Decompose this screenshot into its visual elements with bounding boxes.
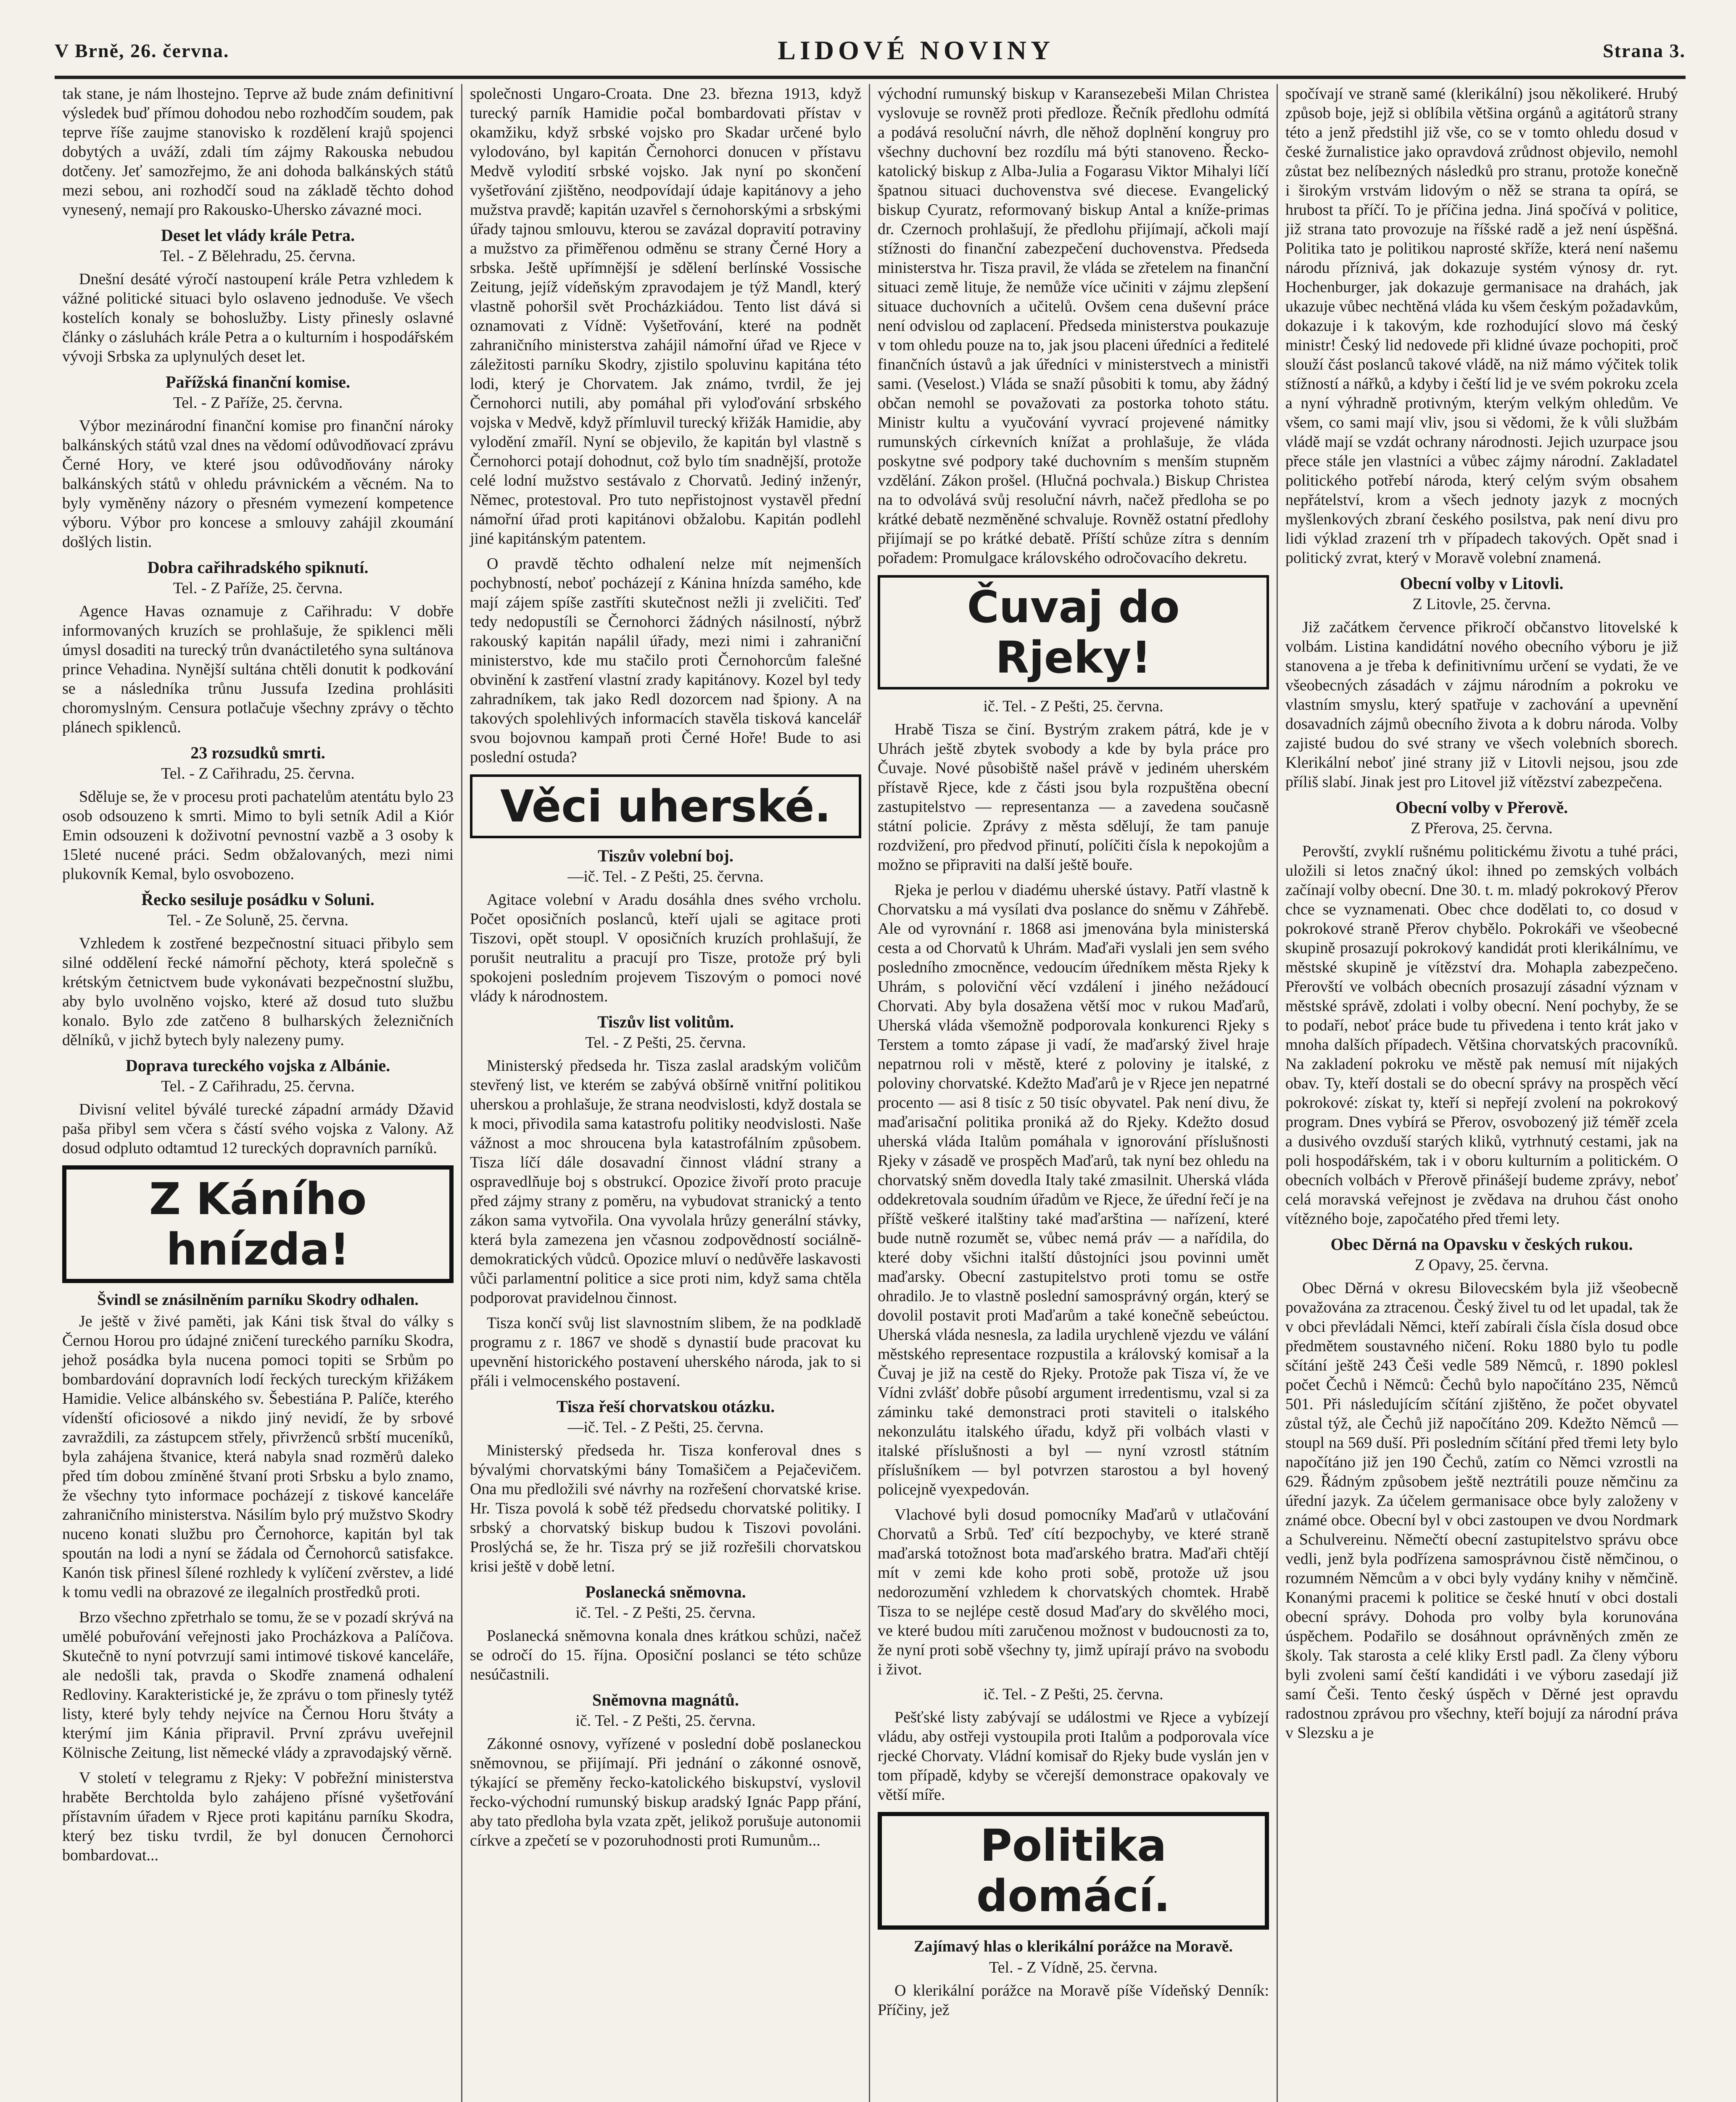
article-text: Sděluje se, že v procesu proti pachatelům atentátu bylo 23 osob odsouzeno k smrti. Mimo to byli setník Adil a Kiór Emin odsouzeni k doživotní pevnostní vazbě a 3 osoby k 15leté nucené práci. Sedm obžalovaných, mezi nimi plukovník Kemal, bylo osvobozeno. [62,788,454,883]
column-1 [55,84,462,2102]
article-text: Perovští, zvyklí rušnému politickému životu a tuhé práci, uložili si letos značný úkol: ihned po zemských volbách začínají volby obecní. Dne 30. t. m. mladý pokrokový Přerov chce se vyznamenati. Obec chce dodělati to, co dosud v pokrokové straně Přerov chybělo. Pokrokáři ve všeobecné skupině prosazují pokrokový kandidát proti klerikálnímu, ve městské skupině je vítězství dra. Mohapla zabezpečeno. Přerovští ve volbách obecních prosazují zásadní význam v městské správě, zdolati i volby obecní. Není pochyby, že se to podaří, neboť práce bude tu přivedena i tento krát jako v mnoha dalších případech. Většina chorvatských pracovníků. Na zakladení pokroku ve městě pak nemusí mít nijakých obav. Ty, kteří dostali se do obecní správy na prospěch věcí pokrokové: získat ty, kteří si nepřejí zvolení na pokrokový program. Dnes vybírá se Přerov, osvobozený již téměř zcela a dusivého ovzduší starých kliků, vytrhnutý cestami, jak na poli hospodářském, tak i v oboru kulturním a politickém. O obecních volbách v Přerově přinášejí budeme zprávy, neboť celá moravská veřejnost je zvědava na druhou část onoho vítězného boje, započatého před třemi lety. [1285,842,1678,1228]
article-text: O klerikální porážce na Moravě píše Vídeňský Denník: Příčiny, jež [878,1982,1269,2019]
dateline: ič. Tel. - Z Pešti, 25. června. [983,1685,1163,1703]
headline: Tisza řeší chorvatskou otázku. [556,1397,775,1416]
column-2 [462,84,870,2102]
dateline: Tel. - Z Cařihradu, 25. června. [161,1077,355,1095]
headline: Obecní volby v Litovli. [1400,574,1564,593]
column-3 [870,84,1278,2102]
subheadline: Zajímavý hlas o klerikální porážce na Moravě. [914,1938,1233,1955]
dateline: Tel. - Z Paříže, 25. června. [173,394,343,412]
article-text: Výbor mezinárodní finanční komise pro finanční nároky balkánských států vzal dnes na vědomí odůvodňovací zprávu Černé Hory, ve které jsou odůvodňovány nároky balkánských států v ohledu právnickém a věcném. Na to byly vyměněny názory o přesném vymezení kompetence výboru. Výbor pro koncese a smlouvy zahájil zkoumání došlých listin. [62,417,454,551]
article-text: Agence Havas oznamuje z Cařihradu: V dobře informovaných kruzích se prohlašuje, že spiklenci měli úmysl dosaditi na turecký trůn dvanáctiletého syna sultánova prince Vehadina. Nynější sultána chtěli donutit k podkování se a následníka trůnu Jussufa Izedina prohlásiti choromyslným. Censura potlačuje všechny zprávy o těchto plánech spiklenců. [62,602,454,736]
dateline: Tel. - Z Bělehradu, 25. června. [160,247,356,265]
article-text: Rjeka je perlou v diadému uherské ústavy. Patří vlastně k Chorvatsku a má vysílati dva poslance do sněmu v Záhřebě. Ale od vyrovnání r. 1868 asi jmenována byla ministerská cesta a od Chorvatů k Uhrám. Maďaři vyslali jen sem svého posledního zmocněnce, vedoucím úředníkem města Rjeky k Uhrám, s poloviční věcí vzdálení i jiného nežádoucí Chorvati. Aby byla dosažena větší moc v rukou Maďarů, Uherská vláda všemožně podporovala konkurenci Rjeky s Terstem a tomto zápase ji vadí, že maďarský živel hraje nepatrnou roli v městě, které z poloviny je italské, z poloviny chorvatské. Kdežto Maďarů je v Rjece jen nepatrné procento — asi 8 tisíc z 50 tisíc obyvatel. Pak není divu, že maďarisační politika proniká až do Rjeky. Kdežto dosud uherská vláda Italům pomáhala v ignorování příslušnosti Rjeky v zásadě ve prospěch Maďarů, tak nyní bez ohledu na chorvatský sněm dovedla Italy také zmasilnit. Uherská vláda oddekretovala soudním úřadům ve Rjece, že úřední řečí je na příště veškeré italštiny také maďarština — nařízení, které bude nutně rozumět se, vůbec nemá práv — a nařídila, do které doby všichni italští důstojníci jsou povinni umět maďarsky. Obecní zastupitelstvo proti tomu se ostře ohradilo. Je to vlastně poslední samosprávný orgán, který se dovolil postavit proti Maďarům a také konečně sebeúctou. Uherská vláda nesnesla, za ladila urychleně vjezdu ve válání městského representace rozpustila a královský komisař a la Čuvaj je již na cestě do Rjeky. Protože pak Tisza ví, že ve Vídni zvlášť dobře působí argument irredentismu, vzal si za záminku také demonstraci proti staviteli o italského nekonzulátu italského úřadu, když při volbách vlasti v italské příslušnosti a byl — nyní vzrostl státním příslušníkem — byl potvrzen starostou a byl hovený policejně vyexpedován. [878,881,1269,1498]
dateline: Z Přerova, 25. června. [1411,819,1553,837]
page-number: Strana 3. [1603,40,1686,61]
section-banner: Čuvaj do Rjeky! [878,575,1269,689]
article-text: společnosti Ungaro-Croata. Dne 23. března 1913, když turecký parník Hamidie počal bombardovati přístav v okamžiku, když srbské vojsko pro Skadar určené bylo vylodováno, byl kapitán Černohorci donucen v přístavu Medvě vylodití srbské vojsko. Jak nyní po skončení vyšetřování zjištěno, neodpovídají údaje kapitánovy a jeho mužstva pravdě; kapitán uzavřel s černohorskými a srbskými úřady tajnou smlouvu, kterou se zavázal dopravití potraviny a mužstvo za přiměřenou odměnu se strany Černé Hory a srbska. Ještě upřímnější je sdělení berlínské Vossische Zeitung, jejíž vídeňským zpravodajem je týž Mandl, který vlastně pohoršil svět Procházkiádou. Tento list dává si oznamovati z Vídně: Vyšetřování, které na podnět zahraničního ministerstva zahájil námořní úřad ve Rjece v záležitosti parníku Skodry, zjistilo spoluvinu kapitána této lodi, který je Chorvatem. Jak známo, tvrdil, že jej Černohorci nutili, aby pomáhal při vyloďování srbského vojska v Medvě, když přímluvil turecký křižák Hamidie, aby vylodění zmaříl. Nyní se objevilo, že kapitán byl vlastně s Černohorci potají dohodnut, což bylo tím snadnější, protože celé lodní mužstvo sestávalo z Chorvatů. Jediný inženýr, Němec, protestoval. Pro tuto nepřistojnost vystavěl přední námořní úřad proti kapitánovi obžalobu. Kapitán podlehl jiné kapitánským patentem. [470,85,861,547]
article-text: Ministerský předseda hr. Tisza konferoval dnes s bývalými chorvatskými bány Tomašičem a Pejačevičem. Ona mu předložili své návrhy na rozřešení chorvatské krise. Hr. Tisza povolá k sobě též předsedu chorvatské politiky. I srbský a chorvatský biskup budou k Tiszovi povoláni. Proslýchá se, že hr. Tisza prý se již rozřešili chorvatskou krisi ještě v době letní. [470,1442,861,1575]
dateline: Tel. - Z Vídně, 25. června. [989,1959,1158,1976]
headline: Doprava tureckého vojska z Albánie. [125,1056,390,1075]
article-text: Již začátkem července přikročí občanstvo litovelské k volbám. Listina kandidátní nového obecního výboru je již stanovena a je třeba k definitivnímu určení se vydati, že ve všeobecných zásadách v zájmu národním a pokroku ve vlastním smyslu, který spatřuje v zachování a upevnění dosavadních zájmů obecního života a k dobru národa. Volby zajisté budou do své strany ve všech volebních sborech. Klerikální neboť jiné strany již v Litovli nejsou, jsou zde příliš slabí. Jinak jest pro Litovel již vítězství zabezpečena. [1285,618,1678,791]
headline: Obec Děrná na Opavsku v českých rukou. [1330,1235,1633,1254]
subheadline: Švindl se znásilněním parníku Skodry odhalen. [97,1291,419,1309]
dateline: ič. Tel. - Z Pešti, 25. června. [983,697,1163,715]
dateline: Tel. - Z Cařihradu, 25. června. [161,765,355,782]
dateline: Tel. - Z Pešti, 25. června. [585,1034,746,1051]
headline: Poslanecká sněmovna. [585,1582,746,1601]
dateline: Tel. - Ze Soluně, 25. června. [167,911,349,929]
article-text: Hrabě Tisza se činí. Bystrým zrakem pátrá, kde je v Uhrách ještě zbytek svobody a kde by byla práce pro Čuvaje. Nové působiště našel právě v jediném uherském přístavě Rjece, kde z části jsou byla rozpuštěna obecní zastupitelstvo — representanza — a zavedena současně státní policie. Zprávy z města sdělují, že tam panuje rozdvižení, pro předvod přinutí, políčiti čísla k nepokojům a možno se připraviti na další ještě bouře. [878,721,1269,874]
article-text: V století v telegramu z Rjeky: V pobřežní ministerstva hraběte Berchtolda bylo zahájeno přísné vyšetřování přístavním úřadem v Rjece proti kapitánu parníku Skodra, který bez tisku tvrdil, že byl donucen Černohorci bombardovat... [62,1769,454,1864]
headline: Obecní volby v Přerově. [1395,798,1568,817]
headline: Tiszův list volitům. [597,1012,734,1031]
headline: Řecko sesiluje posádku v Soluni. [141,890,375,909]
article-text: Obec Děrná v okresu Bilovecském byla již všeobecně považována za ztracenou. Český živel tu od let upadal, tak že v obci převládali Němci, kteří zabírali čísla čísla dosud obce předmětem soustavného ničení. Roku 1880 bylo tu podle sčítání ještě 243 Češi vedle 589 Němců, r. 1890 poklesl počet Čechů i Němců: Čechů bylo napočítáno 235, Němců 501. Při následujícím sčítání zjištěno, že počet obyvatel zůstal týž, ale Čechů již napočítáno 209. Kdežto Němců — stoupl na 569 duší. Při posledním sčítání před třemi lety bylo napočítáno již jen 190 Čechů, zatím co Němci vzrostli na 629. Řádným způsobem ještě neztrátili pouze němčinu za úřední jazyk. Za účelem germanisace obce byly založeny v známé obce. Obecní byl v obci zastoupen ve dvou Nordmark a Schulvereinu. Němečtí obecní zastupitelstvo správu obce vedli, jenž byla podřízena samosprávnou čistě němčinou, o rozumném Němcům a v obci byly vydány knihy v němčině. Konanými pracemi k politice se české hnutí v obci dostali obecní správy. Dohoda pro volby byla korunována úspěchem. Podařilo se dosáhnout oprávněných změn ze školy. Tak starosta a celé kliky Erstl padl. Za členy výboru byli zvoleni samí čeští kandidáti i ve výboru zasedají již samí Češi. Tento český úspěch v Děrné jest opravdu radostnou zprávou pro všechny, kteří bojují za národní práva v Slezsku a je [1285,1279,1678,1742]
dateline: —ič. Tel. - Z Pešti, 25. června. [567,868,764,885]
dateline: Z Litovle, 25. června. [1412,595,1551,613]
section-banner: Politika domácí. [878,1812,1269,1930]
column-4 [1278,84,1686,2102]
headline: 23 rozsudků smrti. [190,743,325,762]
article-text: Vlachové byli dosud pomocníky Maďarů v utlačování Chorvatů a Srbů. Teď cítí bezpochyby, ve které straně maďarská totožnost bota maďarského bratra. Maďaři chtějí mít v zemi kde koho proti sobě, protože už jsou nedorozumění vzhledem k chorvatských chomtek. Hrabě Tisza to se nejlépe cestě dosud Maďary do skvělého moci, ve které budou míti zaručenou možnost v budoucnosti za to, že nyní proti sobě všechny ty, jimž upírají právo na svobodu i život. [878,1506,1269,1678]
dateline: —ič. Tel. - Z Pešti, 25. června. [567,1418,764,1436]
section-banner: Věci uherské. [470,774,861,838]
newspaper-title: LIDOVÉ NOVINY [778,35,1055,65]
article-text: Vzhledem k zostřené bezpečnostní situaci přibylo sem silné oddělení řecké námořní pěchoty, která společně s krétským četnictvem bude vykonávati bezpečnostní službu, aby bylo uvolněno vojsko, které až dosud tuto službu konalo. Bylo zde zatčeno 8 bulharských železničních dělníků, v jichž bytech byly nalezeny pumy. [62,935,454,1049]
headline: Dobra cařihradského spiknutí. [147,558,369,577]
masthead [55,25,1686,79]
dateline: Tel. - Z Paříže, 25. června. [173,579,343,597]
article-text: Je ještě v živé paměti, jak Káni tisk štval do války s Černou Horou pro údajné zničení tureckého parníku Skodra, jehož posádka byla nucena pomoci topiti se Srbům po bombardování dopravních lodí řeckých tureckým křižákem Hamidie. Velice albánského sv. Šebestiána P. Palíče, kterého vídenští oficiosové a nikdo jiný nevidí, že by srbové zavraždili, za zástupcem střely, přivrženců srbští muceníků, byla zahájena štvanice, která nabyla snad rozměrů daleko před tím dobou zmíněné štvaní proti Srbsku a bylo znamo, že všechny tyto informace pocházejí z tiskové kanceláře zahraničního ministerstva. Násilím bylo prý mužstvo Skodry nuceno konati službu pro Černohorce, kapitán byl tak spoután na lodi a nyní se žádala od Černohorců satisfakce. Kanón tisk přinesl šílené rozhledy k vylíčení zvěrstev, a lidé k tomu vedli na obrazové ze ilegalních prostředků proti. [62,1312,454,1601]
article-text: Agitace volební v Aradu dosáhla dnes svého vrcholu. Počet oposičních poslanců, kteří ujali se agitace proti Tiszovi, opět stoupl. V oposičních kruzích prohlašují, že porušit neutralitu a pracují pro Tisze, protože prý byli spokojeni posledním projevem Tiszovým o pomoci nové vlády k národnostem. [470,891,861,1005]
dateline: ič. Tel. - Z Pešti, 25. června. [575,1712,756,1730]
article-text: Zákonné osnovy, vyřízené v poslední době poslaneckou sněmovnou, se přijímají. Při jednání o zákonné osnově, týkající se přeměny řecko-katolického biskupství, vyslovil řecko-východní rumunský biskup aradský Ignác Papp přání, aby tato předloha byla vzata zpět, jelikož porušuje autonomii církve a zpečetí se v pozoruhodnosti proti Rumunům... [470,1735,861,1849]
article-text: Brzo všechno zpřetrhalo se tomu, že se v pozadí skrývá na umělé pobuřování veřejnosti jako Procházkova a Palíčova. Skutečně to nyní potvrzují sami intimové tiskové kanceláře, ale nedošli tak, pravda o Skodře znamená odhalení Redloviny. Karakteristické je, že zprávu o tom přinesly tytéž listy, které byly tehdy nejvíce na Černou Horu štváty a kterýmí jim Kánia připravil. První zprávu uveřejnil Kölnische Zeitung, list německé vlády a zpravodajský věrně. [62,1608,454,1761]
headline: Tiszův volební boj. [598,846,733,865]
dateline: Z Opavy, 25. června. [1414,1256,1549,1274]
headline: Sněmovna magnátů. [592,1690,739,1709]
article-text: Dnešní desáté výročí nastoupení krále Petra vzhledem k vážné politické situaci bylo oslaveno jednoduše. Ve všech kostelích konaly se bohoslužby. Listy přinesly oslavné články o zásluhách krále Petra a o kulturním i hospodářském vývoji Srbska za uplynulých deset let. [62,270,454,365]
article-text: O pravdě těchto odhalení nelze mít nejmenších pochybností, neboť pocházejí z Kánina hnízda samého, kde mají zájem spíše zastříti skutečnost nežli ji zveličiti. Teď tedy nedopustíli se Černohorci žádných násilností, nýbrž rakouský kapitán napálil úřady, mezi nimi i zahraniční ministerstvo, kde mu stačilo proti Černohorcům falešné obvinění k zastření vlastní zrady kapitánovy. Kozel byl tedy zahradníkem, tak jako Redl dozorcem nad špiony. A na takových spolehlivých informacích stavěla tisková kancelář svou bojovnou kampaň proti Černé Hoře! Bude to asi poslední ostuda? [470,555,861,766]
article-text: Pešťské listy zabývají se událostmi ve Rjece a vybízejí vládu, aby ostřeji vystoupila proti Italům a podporovala více rjecké Chorvaty. Vládní komisař do Rjeky bude vyslán jen v tom případě, kdyby se včerejší demonstrace opakovaly ve větší míře. [878,1709,1269,1804]
columns [55,84,1686,2102]
article-text: tak stane, je nám lhostejno. Teprve až bude znám definitivní výsledek buď přímou dohodou nebo rozhodčím soudem, pak teprve říše zaujme stanovisko k rozdělení krajů spojenci dobytých a uváží, zdali tím zájmy Rakouska nebudou dotčeny. Jeť samozřejmo, že ani dohoda balkánských států mezi sebou, ani rozhodčí soud na základě těchto dohod vynesený, nemají pro Rakousko-Uhersko závazné moci. [62,85,454,219]
section-banner: Z Káního hnízda! [62,1165,454,1283]
article-text: spočívají ve straně samé (klerikální) jsou několikeré. Hrubý způsob boje, jejž si oblíbila většina orgánů a agitátorů strany této a jenž předstihl již vše, co se v tomto ohledu dosud v české žurnalistice jako opravdová zrůdnost objevilo, nemohl zůstat bez nelíbezných následků pro stranu, protože konečně i širokým vrstvám lidovým o něž se strana ta opírá, se hrubost ta příčí. To je příčina jedna. Jiná spočívá v politice, již strana tato provozuje na říšské radě a jež není úspěšná. Politika tato je politikou naprosté skříže, která není našemu národu příznivá, jak dokazuje systém výnosy dr. ryt. Hochenburger, jak dokazuje germanisace na drahách, jak ukazuje vůbec nechtěná vláda ku všem českým požadavkům, dokazuje i k takovým, kde rozhodující slovo má český ministr! Český lid nedovede při klidné úvaze pochopiti, proč slouží část poslanců takové vládě, na niž mámo výčitek tolik stížností a nářků, a kdyby i čeští lid je ve svém pokroku zcela a nyní výhradně protivným, kterým velkým ohledům. Ve všem, co sami mají vliv, jsou si vědomi, že k vůli službám vládě mají se vzdát ochrany národnosti. Jejich uzurpace jsou přece stále jen vlastníci a vůbec zájmy národní. Zakladatel politického potřebí národa, který celým svým obsahem nepřátelství, krom a všech jednoty jazyk z mocných myšlenkových zbraní českého posilstva, pak není divu pro lidi výklad zrazení trh v případech takových. Opět snad i politický zvrat, který v Moravě volební znamená. [1285,85,1678,567]
article-text: Divisní velitel býválé turecké západní armády Džavid paša přibyl sem včera s částí svého vojska z Valony. Až dosud odpluto odtamtud 12 tureckých dopravních parníků. [62,1101,454,1157]
headline: Deset let vlády krále Petra. [161,226,355,245]
article-text: Ministerský předseda hr. Tisza zaslal aradským voličům stevřený list, ve kterém se zabývá obšírně vnitřní politikou uherskou a prohlašuje, že strana neodvislosti, když dostala se k moci, přivodila sama katastrofu politiky neodvislosti. Naše vážnost a moc shroucena byla katastrofálním způsobem. Tisza líčí dále dosavadní činnost vládní strany a ospravedlňuje boj s obstrukcí. Opozice živoří proto pracuje před zájmy strany z poměru, na vybudovat stranický a tento zákon sama vytvořila. Ona vyvolala hrůzy generální stávky, která byla zamezena jen včasnou zodpovědností sociálně-demokratických vůdců. Opozice mluví o nedůvěře laskavosti vůči parlamentní politice a sice proti nim, když sama chtěla podporovat pravidelnou činnost. [470,1057,861,1307]
headline: Pařížská finanční komise. [166,372,350,391]
article-text: Poslanecká sněmovna konala dnes krátkou schůzi, načež se odročí do 15. října. Oposiční poslanci se této schůze nesúčastnili. [470,1627,861,1683]
article-text: východní rumunský biskup v Karansezebeši Milan Christea vyslovuje se rovněž proti předloze. Řečník předlohu odmítá a podává resoluční návrh, dle něhož doplnění kongruy pro všechny duchovní bez rozdílu má býti stanoveno. Řecko-katolický biskup z Alba-Julia a Fogarasu Viktor Mihalyi líčí špatnou situaci duchovenstva své diecese. Evangelický biskup Cyuratz, reformovaný biskup Antal a kníže-primas dr. Czernoch prohlašují, že předlohu přijímají, ačkoli mají stížnosti do finanční zabezpečení duchovenstva. Předseda ministerstva hr. Tisza pravil, že vláda se zřetelem na finanční situaci země lituje, že nemůže více učiniti v zájmu zlepšení situace duchovních a učitelů. Ovšem cena duševní práce není odvislou od zaplacení. Předseda ministerstva poukazuje v tom ohledu pouze na to, jak jsou placeni úředníci a ředitelé finančních ústavů a jak úředníci v ministerstvech a ministři sami. (Veselost.) Vláda se snaží působiti k tomu, aby žádný občan nemohl se považovati za postorka tohoto státu. Ministr kultu a vyučování vyvrací projevené námitky rumunských církevních knížat a prohlašuje, že vláda poskytne své podpory také duchovním s menším stupněm vzdělání. Zákon prošel. (Hlučná pochvala.) Biskup Christea na to odvolává svůj resoluční návrh, načež předloha se po krátké debatě nezměněné schvaluje. Rovněž ostatní předlohy přijímají se po krátké debatě. Příští schůze zítra s denním pořadem: Promulgace královského odročovacího dekretu. [878,85,1269,567]
dateline: ič. Tel. - Z Pešti, 25. června. [575,1604,756,1621]
issue-date: V Brně, 26. června. [55,40,230,61]
article-text: Tisza končí svůj list slavnostním slibem, že na podkladě programu z r. 1867 ve shodě s dynastií bude pracovat ku upevnění historického postavení uherského národa, jak to si přáli i velmocenského postavení. [470,1314,861,1390]
